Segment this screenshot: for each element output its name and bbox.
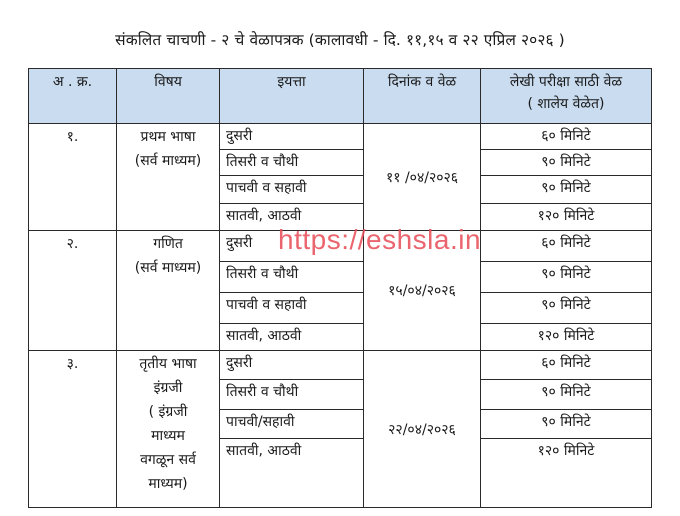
exam-duration: ६० मिनिटे bbox=[481, 231, 652, 262]
class-cell: दुसरी bbox=[220, 231, 364, 262]
exam-duration: ९० मिनिटे bbox=[481, 380, 652, 410]
class-cell: पाचवी व सहावी bbox=[220, 176, 364, 204]
subject-line: माध्यम) bbox=[148, 476, 188, 492]
table-row bbox=[29, 124, 652, 150]
exam-duration: १२० मिनिटे bbox=[481, 439, 652, 508]
class-cell: तिसरी व चौथी bbox=[220, 380, 364, 410]
header-exam-duration-line2: ( शालेय वेळेत) bbox=[527, 96, 605, 112]
header-class: इयत्ता bbox=[220, 69, 364, 124]
exam-date: २२/०४/२०२६ bbox=[364, 351, 481, 508]
serial-number: २. bbox=[29, 231, 117, 351]
subject-line: (सर्व माध्यम) bbox=[134, 260, 202, 276]
exam-duration: १२० मिनिटे bbox=[481, 204, 652, 231]
subject-line: ( इंग्रजी bbox=[148, 404, 188, 420]
exam-date: १५/०४/२०२६ bbox=[364, 231, 481, 351]
header-row bbox=[29, 69, 652, 124]
class-cell: सातवी, आठवी bbox=[220, 204, 364, 231]
class-cell: पाचवी व सहावी bbox=[220, 293, 364, 324]
class-cell: दुसरी bbox=[220, 124, 364, 150]
class-cell: सातवी, आठवी bbox=[220, 324, 364, 351]
exam-duration: ९० मिनिटे bbox=[481, 262, 652, 293]
subject-line: इंग्रजी bbox=[153, 380, 183, 396]
exam-duration: १२० मिनिटे bbox=[481, 324, 652, 351]
exam-duration: ९० मिनिटे bbox=[481, 176, 652, 204]
class-cell: पाचवी/सहावी bbox=[220, 410, 364, 439]
subject-cell bbox=[117, 231, 220, 351]
serial-number: १. bbox=[29, 124, 117, 231]
subject-line: (सर्व माध्यम) bbox=[134, 153, 202, 169]
header-exam-duration bbox=[481, 69, 652, 124]
header-serial-no: अ . क्र. bbox=[29, 69, 117, 124]
exam-duration: ९० मिनिटे bbox=[481, 293, 652, 324]
subject-cell bbox=[117, 124, 220, 231]
exam-date: ११ /०४/२०२६ bbox=[364, 124, 481, 231]
subject-line: तृतीय भाषा bbox=[139, 356, 197, 372]
exam-duration: ९० मिनिटे bbox=[481, 150, 652, 176]
document-title: संकलित चाचणी - २ चे वेळापत्रक (कालावधी - दि. ११,१५ व २२ एप्रिल २०२६ ) bbox=[115, 31, 565, 49]
subject-line: प्रथम भाषा bbox=[140, 129, 196, 145]
class-cell: तिसरी व चौथी bbox=[220, 150, 364, 176]
exam-duration: ६० मिनिटे bbox=[481, 124, 652, 150]
header-date: दिनांक व वेळ bbox=[364, 69, 481, 124]
class-cell: सातवी, आठवी bbox=[220, 439, 364, 508]
exam-timetable bbox=[28, 68, 652, 508]
class-cell: तिसरी व चौथी bbox=[220, 262, 364, 293]
serial-number: ३. bbox=[29, 351, 117, 508]
subject-line: वगळून सर्व bbox=[140, 452, 196, 468]
header-exam-duration-line1: लेखी परीक्षा साठी वेळ bbox=[509, 74, 623, 90]
class-cell: दुसरी bbox=[220, 351, 364, 380]
table-row bbox=[29, 351, 652, 380]
table-row bbox=[29, 231, 652, 262]
exam-duration: ६० मिनिटे bbox=[481, 351, 652, 380]
subject-line: गणित bbox=[153, 236, 183, 252]
header-subject: विषय bbox=[117, 69, 220, 124]
watermark-url: https://eshsla.in bbox=[278, 224, 482, 255]
subject-line: माध्यम bbox=[151, 428, 185, 444]
exam-duration: ९० मिनिटे bbox=[481, 410, 652, 439]
subject-cell bbox=[117, 351, 220, 508]
